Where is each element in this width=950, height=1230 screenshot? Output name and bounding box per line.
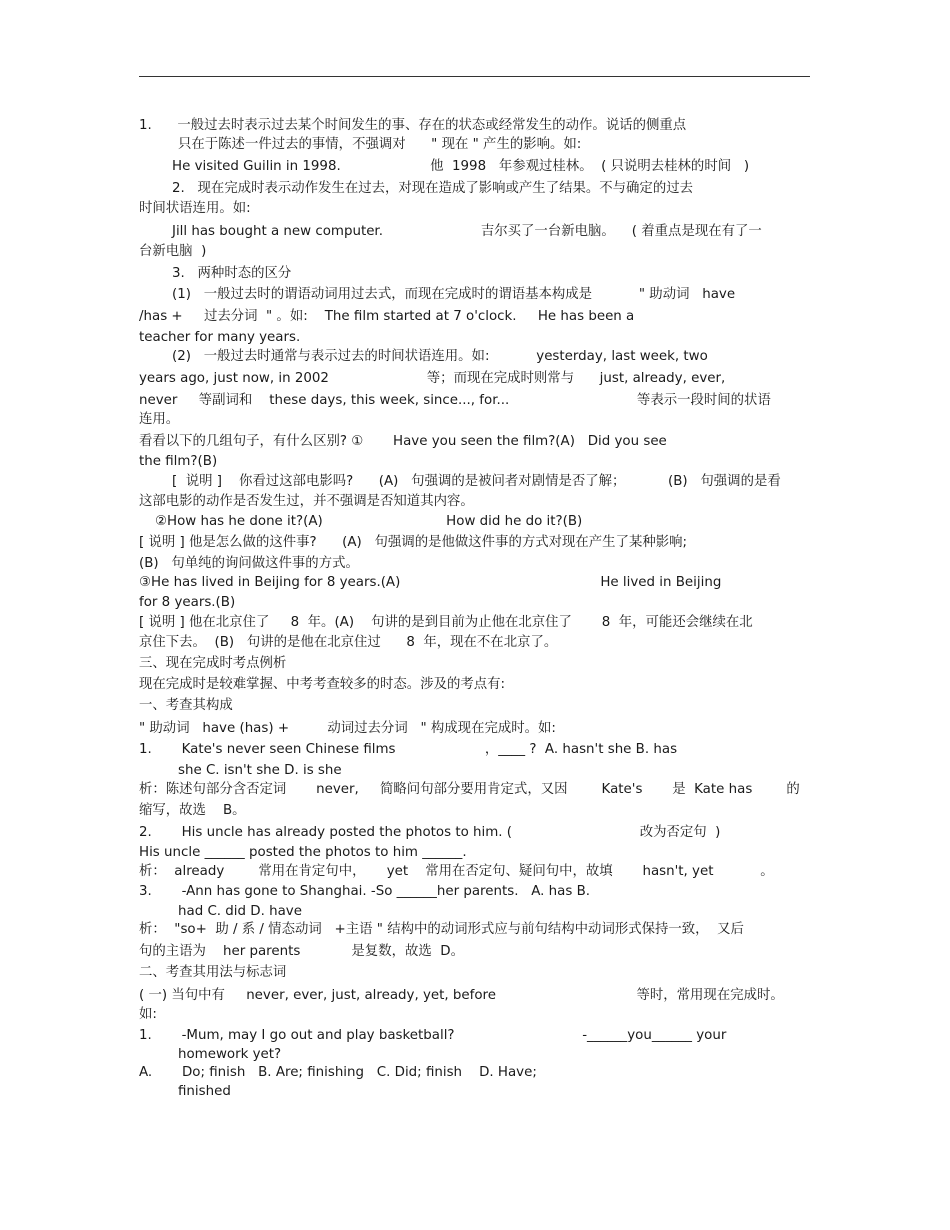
- text-line: for 8 years.(B): [139, 595, 236, 610]
- text-line: 现在完成时是较难掌握、中考考查较多的时态。涉及的考点有:: [139, 677, 506, 692]
- analysis-line: 缩写，故选 B。: [139, 803, 246, 818]
- text-line: the film?(B): [139, 454, 218, 469]
- text-line: 1. 一般过去时表示过去某个时间发生的事、存在的状态或经常发生的动作。说话的侧重点: [139, 118, 687, 133]
- question-line: finished: [178, 1084, 231, 1099]
- text-line: 时间状语连用。如:: [139, 201, 251, 216]
- text-line: Jill has bought a new computer. 吉尔买了一台新电脑。 ( 着重点是现在有了一: [172, 224, 762, 239]
- text-line: 如:: [139, 1007, 157, 1022]
- text-line: ③He has lived in Beijing for 8 years.(A) He lived in Beijing: [139, 575, 722, 590]
- text-line: 3. 两种时态的区分: [172, 266, 292, 281]
- text-line: [ 说明 ] 你看过这部电影吗? (A) 句强调的是被问者对剧情是否了解； (B) 句强调的是看: [172, 474, 781, 489]
- text-line: [ 说明 ] 他在北京住了 8 年。(A) 句讲的是到目前为止他在北京住了 8 年，可能还会继续在北: [139, 615, 753, 630]
- text-line: (B) 句单纯的询问做这件事的方式。: [139, 556, 359, 571]
- text-line: 这部电影的动作是否发生过，并不强调是否知道其内容。: [139, 494, 474, 509]
- analysis-line: 句的主语为 her parents 是复数，故选 D。: [139, 944, 464, 959]
- text-line: /has + 过去分词 " 。如: The film started at 7 o'clock. He has been a: [139, 309, 635, 324]
- text-line: never 等副词和 these days, this week, since..., for... 等表示一段时间的状语: [139, 393, 771, 408]
- question-line: had C. did D. have: [178, 904, 302, 919]
- question-line: 1. Kate's never seen Chinese films ，____ ? A. hasn't she B. has: [139, 742, 678, 757]
- text-line: 连用。: [139, 412, 180, 427]
- section-heading: 一、考查其构成: [139, 698, 233, 713]
- text-line: 2. 现在完成时表示动作发生在过去，对现在造成了影响或产生了结果。不与确定的过去: [172, 181, 693, 196]
- analysis-line: 析：陈述句部分含否定词 never, 简略问句部分要用肯定式，又因 Kate's 是 Kate has 的: [139, 782, 800, 797]
- question-line: 3. -Ann has gone to Shanghai. -So ______her parents. A. has B.: [139, 884, 591, 899]
- text-line: 京住下去。 (B) 句讲的是他在北京住过 8 年，现在不在北京了。: [139, 635, 558, 650]
- text-line: 看看以下的几组句子，有什么区别? ① Have you seen the film?(A) Did you see: [139, 434, 667, 449]
- section-heading: 二、考查其用法与标志词: [139, 965, 287, 980]
- text-line: (1) 一般过去时的谓语动词用过去式，而现在完成时的谓语基本构成是 " 助动词 have: [172, 287, 736, 302]
- text-line: 台新电脑 ): [139, 244, 207, 259]
- analysis-line: 析： already 常用在肯定句中， yet 常用在否定句、疑问句中，故填 hasn't, yet 。: [139, 864, 774, 879]
- header-rule: [139, 76, 810, 77]
- question-line: 2. His uncle has already posted the photos to him. ( 改为否定句 ): [139, 825, 721, 840]
- question-line: homework yet?: [178, 1047, 282, 1062]
- text-line: He visited Guilin in 1998. 他 1998 年参观过桂林。 ( 只说明去桂林的时间 ): [172, 159, 750, 174]
- section-heading: 三、现在完成时考点例析: [139, 656, 287, 671]
- text-line: ②How has he done it?(A) How did he do it?(B): [155, 514, 583, 529]
- question-line: 1. -Mum, may I go out and play basketball? -______you______ your: [139, 1028, 727, 1043]
- analysis-line: 析： "so+ 助 / 系 / 情态动词 +主语 " 结构中的动词形式应与前句结构中动词形式保持一致， 又后: [139, 922, 744, 937]
- question-line: A. Do; finish B. Are; finishing C. Did; finish D. Have;: [139, 1065, 537, 1080]
- text-line: " 助动词 have (has) + 动词过去分词 " 构成现在完成时。如:: [139, 721, 556, 736]
- text-line: years ago, just now, in 2002 等；而现在完成时则常与 just, already, ever,: [139, 371, 726, 386]
- text-line: teacher for many years.: [139, 330, 301, 345]
- question-line: she C. isn't she D. is she: [178, 763, 342, 778]
- text-line: (2) 一般过去时通常与表示过去的时间状语连用。如: yesterday, last week, two: [172, 349, 708, 364]
- text-line: [ 说明 ] 他是怎么做的这件事? (A) 句强调的是他做这件事的方式对现在产生了某种影响;: [139, 535, 688, 550]
- text-line: 只在于陈述一件过去的事情，不强调对 " 现在 " 产生的影响。如:: [178, 137, 582, 152]
- text-line: ( 一) 当句中有 never, ever, just, already, yet, before 等时，常用现在完成时。: [139, 988, 784, 1003]
- question-line: His uncle ______ posted the photos to him ______.: [139, 845, 467, 860]
